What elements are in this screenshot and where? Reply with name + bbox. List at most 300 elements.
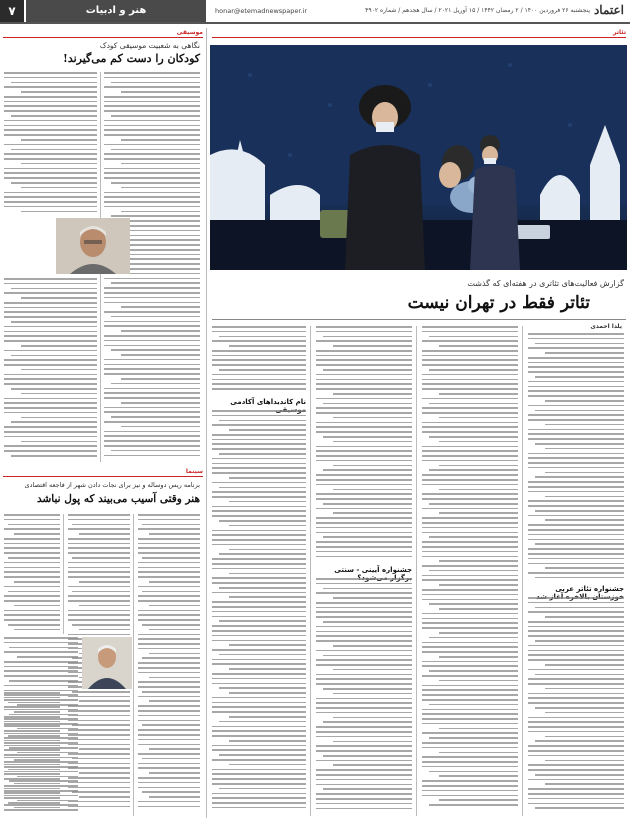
text-line: [316, 578, 412, 580]
text-line: [121, 378, 200, 380]
text-line: [111, 416, 200, 418]
text-line: [316, 678, 412, 680]
text-line: [121, 187, 200, 189]
text-line: [429, 603, 518, 605]
main-byline: یلدا احمدی: [590, 323, 622, 330]
text-line: [138, 753, 200, 755]
text-line: [316, 350, 412, 352]
text-line: [528, 457, 624, 459]
text-line: [149, 629, 200, 631]
text-line: [528, 602, 624, 604]
text-line: [212, 673, 306, 675]
text-line: [149, 677, 200, 679]
text-line: [528, 419, 624, 421]
text-line: [316, 412, 412, 414]
text-line: [142, 624, 200, 626]
text-line: [138, 562, 200, 564]
text-line: [316, 683, 412, 685]
text-line: [422, 689, 518, 691]
text-line: [528, 386, 624, 388]
text-line: [219, 369, 306, 371]
text-line: [68, 519, 130, 521]
text-line: [316, 736, 412, 738]
text-line: [229, 501, 306, 503]
text-line: [535, 376, 624, 378]
text-line: [138, 567, 200, 569]
text-line: [4, 120, 97, 122]
text-line: [4, 153, 97, 155]
text-line: [535, 674, 624, 676]
text-line: [68, 576, 130, 578]
text-line: [79, 605, 130, 607]
text-line: [429, 771, 518, 773]
text-line: [4, 610, 60, 612]
text-line: [138, 763, 200, 765]
text-line: [439, 584, 518, 586]
text-line: [11, 355, 97, 357]
text-line: [316, 750, 412, 752]
text-line: [219, 587, 306, 589]
text-line: [4, 206, 97, 208]
text-line: [229, 525, 306, 527]
text-line: [104, 158, 200, 160]
text-line: [4, 723, 78, 725]
text-line: [104, 431, 200, 433]
text-line: [535, 640, 624, 642]
text-line: [333, 741, 412, 743]
text-line: [72, 691, 130, 693]
text-line: [4, 72, 97, 74]
text-line: [4, 350, 97, 352]
text-line: [316, 635, 412, 637]
text-line: [212, 434, 306, 436]
text-line: [439, 345, 518, 347]
text-line: [212, 706, 306, 708]
text-line: [316, 551, 412, 553]
text-line: [422, 747, 518, 749]
text-line: [11, 455, 97, 457]
text-line: [212, 783, 306, 785]
text-line: [323, 436, 412, 438]
text-line: [212, 374, 306, 376]
text-line: [138, 547, 200, 549]
text-line: [104, 168, 200, 170]
text-line: [212, 491, 306, 493]
text-line: [4, 670, 78, 672]
text-line: [68, 514, 130, 516]
text-line: [528, 357, 624, 359]
text-line: [333, 489, 412, 491]
text-line: [142, 791, 200, 793]
text-line: [104, 110, 200, 112]
text-line: [8, 524, 60, 526]
text-line: [422, 460, 518, 462]
text-line: [316, 398, 412, 400]
text-line: [422, 565, 518, 567]
text-line: [4, 402, 97, 404]
text-line: [528, 621, 624, 623]
text-line: [17, 728, 78, 730]
text-line: [429, 503, 518, 505]
text-line: [439, 799, 518, 801]
text-line: [439, 608, 518, 610]
text-line: [11, 288, 97, 290]
text-line: [528, 693, 624, 695]
text-line: [439, 728, 518, 730]
text-line: [121, 426, 200, 428]
text-line: [422, 713, 518, 715]
text-line: [68, 614, 130, 616]
text-line: [333, 717, 412, 719]
text-line: [422, 359, 518, 361]
text-line: [4, 436, 97, 438]
text-line: [138, 720, 200, 722]
text-line: [316, 607, 412, 609]
text-line: [439, 656, 518, 658]
text-line: [545, 736, 624, 738]
text-line: [316, 707, 412, 709]
text-line: [316, 698, 412, 700]
text-line: [4, 96, 97, 98]
text-line: [219, 336, 306, 338]
text-line: [14, 629, 60, 631]
text-line: [528, 438, 624, 440]
text-line: [212, 482, 306, 484]
text-line: [333, 393, 412, 395]
text-line: [149, 748, 200, 750]
text-line: [439, 680, 518, 682]
text-line: [121, 306, 200, 308]
text-line: [316, 493, 412, 495]
text-line: [212, 443, 306, 445]
text-line: [422, 340, 518, 342]
column-divider: [522, 326, 523, 816]
text-line: [528, 755, 624, 757]
text-line: [4, 101, 97, 103]
text-line: [333, 597, 412, 599]
text-line: [429, 637, 518, 639]
text-line: [528, 798, 624, 800]
text-line: [104, 445, 200, 447]
text-line: [528, 481, 624, 483]
text-line: [219, 420, 306, 422]
section-divider: [206, 28, 207, 818]
text-line: [422, 665, 518, 667]
text-line: [212, 711, 306, 713]
text-line: [138, 648, 200, 650]
text-line: [535, 774, 624, 776]
text-line: [138, 519, 200, 521]
music-column-2b: [4, 278, 97, 462]
text-line: [422, 594, 518, 596]
text-line: [4, 733, 78, 735]
text-line: [4, 699, 78, 701]
text-line: [528, 697, 624, 699]
text-line: [422, 599, 518, 601]
text-line: [316, 498, 412, 500]
text-line: [4, 134, 97, 136]
text-line: [545, 352, 624, 354]
text-line: [316, 422, 412, 424]
text-line: [138, 672, 200, 674]
text-line: [422, 790, 518, 792]
text-line: [4, 105, 97, 107]
text-line: [219, 553, 306, 555]
text-line: [4, 201, 97, 203]
text-line: [104, 206, 200, 208]
text-line: [121, 139, 200, 141]
text-line: [528, 491, 624, 493]
text-line: [323, 588, 412, 590]
text-line: [68, 619, 130, 621]
text-line: [4, 86, 97, 88]
text-line: [333, 693, 412, 695]
text-line: [111, 115, 200, 117]
text-line: [14, 581, 60, 583]
text-line: [422, 718, 518, 720]
text-line: [528, 462, 624, 464]
text-line: [422, 446, 518, 448]
text-line: [528, 654, 624, 656]
text-line: [104, 101, 200, 103]
text-line: [422, 431, 518, 433]
text-line: [68, 610, 130, 612]
text-line: [111, 316, 200, 318]
text-line: [4, 144, 97, 146]
text-line: [104, 364, 200, 366]
text-line: [439, 489, 518, 491]
text-line: [212, 506, 306, 508]
text-line: [104, 302, 200, 304]
text-line: [316, 455, 412, 457]
text-line: [4, 651, 78, 653]
text-line: [439, 393, 518, 395]
text-line: [4, 125, 97, 127]
text-line: [316, 527, 412, 529]
text-line: [104, 345, 200, 347]
text-line: [323, 336, 412, 338]
text-line: [4, 412, 97, 414]
text-line: [528, 721, 624, 723]
text-line: [422, 551, 518, 553]
text-line: [545, 519, 624, 521]
text-line: [316, 602, 412, 604]
text-line: [68, 567, 130, 569]
text-line: [212, 802, 306, 804]
text-line: [333, 417, 412, 419]
text-line: [422, 651, 518, 653]
text-line: [4, 302, 97, 304]
text-line: [333, 669, 412, 671]
text-line: [4, 519, 60, 521]
text-line: [121, 91, 200, 93]
text-line: [4, 809, 78, 811]
text-line: [422, 675, 518, 677]
text-line: [316, 517, 412, 519]
text-line: [316, 326, 412, 328]
text-line: [528, 524, 624, 526]
text-line: [219, 520, 306, 522]
text-line: [104, 421, 200, 423]
main-column-3: [316, 326, 412, 564]
text-line: [212, 649, 306, 651]
text-line: [229, 740, 306, 742]
text-line: [422, 326, 518, 328]
text-line: [212, 467, 306, 469]
text-line: [4, 567, 60, 569]
text-line: [323, 755, 412, 757]
text-line: [422, 407, 518, 409]
text-line: [429, 469, 518, 471]
text-line: [104, 359, 200, 361]
text-line: [111, 349, 200, 351]
text-line: [528, 405, 624, 407]
cinema-headline: هنر وقتی آسیب می‌بیند که پول نباشد: [37, 493, 200, 505]
text-line: [138, 782, 200, 784]
text-line: [528, 726, 624, 728]
text-line: [545, 783, 624, 785]
text-line: [212, 364, 306, 366]
text-line: [229, 477, 306, 479]
text-line: [121, 330, 200, 332]
text-line: [219, 721, 306, 723]
text-line: [316, 355, 412, 357]
text-line: [316, 674, 412, 676]
text-line: [17, 800, 78, 802]
text-line: [138, 767, 200, 769]
text-line: [4, 374, 97, 376]
text-line: [121, 211, 200, 213]
text-line: [212, 530, 306, 532]
text-line: [528, 803, 624, 805]
text-line: [4, 450, 97, 452]
text-line: [422, 541, 518, 543]
text-line: [545, 567, 624, 569]
text-line: [68, 634, 130, 636]
text-line: [316, 803, 412, 805]
text-line: [323, 688, 412, 690]
text-line: [212, 515, 306, 517]
text-line: [149, 533, 200, 535]
text-line: [316, 631, 412, 633]
text-line: [138, 610, 200, 612]
text-line: [422, 522, 518, 524]
cinema-column-1: [138, 514, 200, 816]
text-line: [121, 258, 200, 260]
text-line: [104, 192, 200, 194]
text-line: [229, 549, 306, 551]
text-line: [72, 791, 130, 793]
text-line: [229, 764, 306, 766]
column-divider: [310, 326, 311, 816]
text-line: [104, 373, 200, 375]
text-line: [142, 724, 200, 726]
text-line: [219, 788, 306, 790]
text-line: [323, 788, 412, 790]
text-line: [316, 583, 412, 585]
section-email[interactable]: honar@etemadnewspaper.ir: [215, 7, 308, 15]
text-line: [4, 737, 78, 739]
text-line: [323, 536, 412, 538]
text-line: [4, 600, 60, 602]
text-line: [4, 771, 78, 773]
text-line: [212, 558, 306, 560]
text-line: [212, 331, 306, 333]
text-line: [528, 669, 624, 671]
text-line: [528, 362, 624, 364]
text-line: [219, 754, 306, 756]
text-line: [111, 383, 200, 385]
text-line: [316, 640, 412, 642]
text-line: [104, 96, 200, 98]
text-line: [429, 737, 518, 739]
text-line: [138, 729, 200, 731]
text-line: [528, 678, 624, 680]
text-line: [4, 576, 60, 578]
text-line: [104, 455, 200, 457]
text-line: [422, 426, 518, 428]
text-line: [4, 675, 78, 677]
text-line: [422, 780, 518, 782]
text-line: [68, 538, 130, 540]
text-line: [4, 586, 60, 588]
text-line: [316, 388, 412, 390]
text-line: [111, 82, 200, 84]
text-line: [219, 487, 306, 489]
text-line: [104, 86, 200, 88]
text-line: [528, 683, 624, 685]
text-line: [422, 556, 518, 558]
text-line: [8, 624, 60, 626]
text-line: [138, 681, 200, 683]
text-line: [422, 766, 518, 768]
headline-rule: [212, 319, 626, 320]
text-line: [316, 592, 412, 594]
text-line: [21, 211, 97, 213]
text-line: [535, 476, 624, 478]
cinema-portrait: [82, 637, 132, 689]
main-subhead-1: جشنواره تئاتر عربی: [555, 585, 624, 593]
text-line: [4, 196, 97, 198]
text-line: [68, 600, 130, 602]
text-line: [528, 548, 624, 550]
text-line: [545, 616, 624, 618]
text-line: [535, 343, 624, 345]
text-line: [528, 381, 624, 383]
text-line: [422, 331, 518, 333]
text-line: [333, 764, 412, 766]
text-line: [422, 422, 518, 424]
text-line: [212, 383, 306, 385]
text-line: [323, 369, 412, 371]
text-line: [21, 393, 97, 395]
text-line: [422, 661, 518, 663]
text-line: [528, 764, 624, 766]
text-line: [545, 688, 624, 690]
text-line: [79, 772, 130, 774]
text-line: [4, 571, 60, 573]
text-line: [422, 685, 518, 687]
text-line: [229, 573, 306, 575]
text-line: [316, 779, 412, 781]
text-line: [11, 321, 97, 323]
cinema-tag: سینما: [3, 467, 203, 477]
text-line: [422, 546, 518, 548]
text-line: [212, 592, 306, 594]
text-line: [422, 627, 518, 629]
column-divider: [133, 514, 134, 816]
text-line: [142, 657, 200, 659]
